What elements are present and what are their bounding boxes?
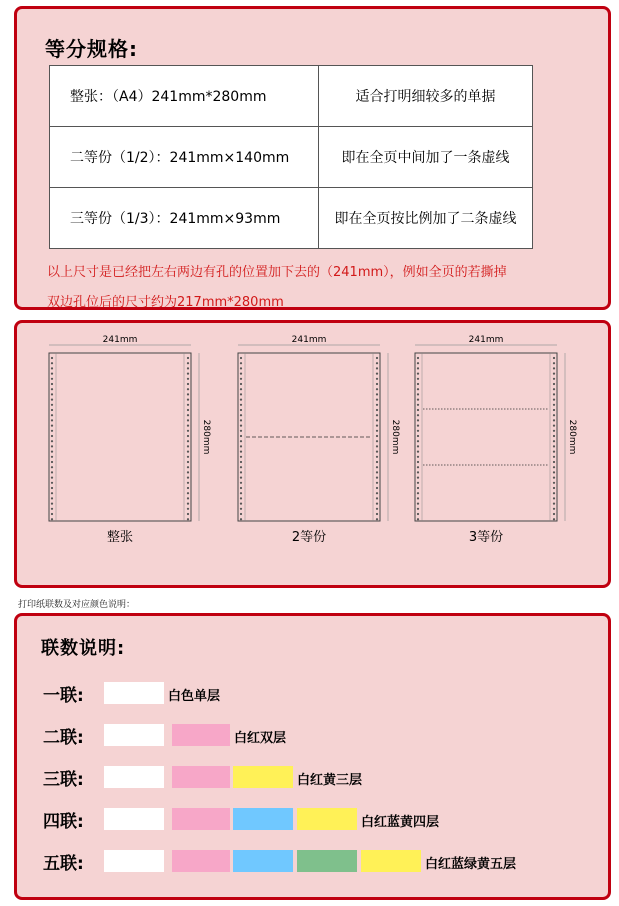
sprocket-hole: [553, 367, 555, 369]
sprocket-hole: [417, 487, 419, 489]
spec-size-cell: 二等份（1/2）：241mm×140mm: [50, 127, 319, 188]
sprocket-hole: [51, 404, 53, 406]
sprocket-hole: [553, 414, 555, 416]
sprocket-hole: [376, 435, 378, 437]
sprocket-hole: [240, 419, 242, 421]
sprocket-hole: [187, 477, 189, 479]
sprocket-hole: [187, 445, 189, 447]
sprocket-hole: [51, 466, 53, 468]
spec-note-line1: 以上尺寸是已经把左右两边有孔的位置加下去的（241mm），例如全页的若撕掉: [47, 265, 507, 280]
sprocket-hole: [240, 430, 242, 432]
sprocket-hole: [187, 471, 189, 473]
sprocket-hole: [417, 378, 419, 380]
sprocket-hole: [417, 466, 419, 468]
sprocket-hole: [417, 445, 419, 447]
sprocket-hole: [417, 425, 419, 427]
sprocket-hole: [417, 373, 419, 375]
sprocket-hole: [51, 471, 53, 473]
sprocket-hole: [553, 461, 555, 463]
sprocket-hole: [376, 513, 378, 515]
height-label: 280mm: [390, 419, 400, 455]
sprocket-hole: [187, 451, 189, 453]
sprocket-hole: [553, 497, 555, 499]
color-swatch-white: [104, 850, 164, 872]
sprocket-hole: [417, 503, 419, 505]
sprocket-hole: [240, 497, 242, 499]
sprocket-hole: [51, 399, 53, 401]
sprocket-hole: [240, 487, 242, 489]
sprocket-hole: [376, 409, 378, 411]
plies-panel: [14, 613, 611, 900]
paper-sheet: [415, 353, 557, 521]
sprocket-hole: [553, 425, 555, 427]
sprocket-hole: [240, 503, 242, 505]
sprocket-hole: [240, 492, 242, 494]
sprocket-hole: [187, 503, 189, 505]
sprocket-hole: [240, 508, 242, 510]
sprocket-hole: [553, 435, 555, 437]
sprocket-hole: [376, 503, 378, 505]
ply-row-label: 四联:: [43, 812, 84, 832]
width-label: 241mm: [102, 335, 138, 345]
sprocket-hole: [187, 409, 189, 411]
sprocket-hole: [51, 503, 53, 505]
sprocket-hole: [417, 388, 419, 390]
color-swatch-red: [172, 850, 230, 872]
sprocket-hole: [187, 357, 189, 359]
sprocket-hole: [51, 419, 53, 421]
sprocket-hole: [51, 508, 53, 510]
sprocket-hole: [376, 456, 378, 458]
sprocket-hole: [376, 399, 378, 401]
sheet-label: 整张: [106, 530, 134, 545]
sprocket-hole: [240, 471, 242, 473]
sprocket-hole: [240, 399, 242, 401]
paper-diagram: [17, 323, 608, 585]
plies-title: 联数说明:: [41, 638, 126, 659]
sprocket-hole: [240, 451, 242, 453]
color-swatch-white: [104, 724, 164, 746]
sprocket-hole: [240, 477, 242, 479]
sprocket-hole: [376, 362, 378, 364]
sprocket-hole: [376, 492, 378, 494]
sprocket-hole: [240, 357, 242, 359]
sprocket-hole: [51, 482, 53, 484]
sprocket-hole: [376, 419, 378, 421]
sprocket-hole: [553, 399, 555, 401]
color-swatch-red: [172, 724, 230, 746]
sprocket-hole: [553, 430, 555, 432]
sprocket-hole: [187, 378, 189, 380]
sprocket-hole: [376, 425, 378, 427]
sprocket-hole: [187, 492, 189, 494]
color-swatch-green: [297, 850, 357, 872]
sprocket-hole: [376, 404, 378, 406]
sprocket-hole: [553, 456, 555, 458]
sprocket-hole: [51, 362, 53, 364]
ply-row-label: 二联:: [43, 728, 84, 748]
sprocket-hole: [51, 497, 53, 499]
sprocket-hole: [187, 466, 189, 468]
sprocket-hole: [51, 435, 53, 437]
sprocket-hole: [240, 435, 242, 437]
sprocket-hole: [51, 430, 53, 432]
sprocket-hole: [187, 367, 189, 369]
height-label: 280mm: [567, 419, 577, 455]
sprocket-hole: [417, 482, 419, 484]
sprocket-hole: [240, 414, 242, 416]
sprocket-hole: [240, 373, 242, 375]
sprocket-hole: [187, 508, 189, 510]
sprocket-hole: [240, 466, 242, 468]
sprocket-hole: [376, 393, 378, 395]
color-swatch-white: [104, 808, 164, 830]
sheet-label: 2等份: [291, 530, 327, 545]
sprocket-hole: [553, 373, 555, 375]
sprocket-hole: [417, 513, 419, 515]
sprocket-hole: [51, 518, 53, 520]
ply-row-desc: 白红蓝黄四层: [361, 815, 440, 830]
sprocket-hole: [51, 451, 53, 453]
sprocket-hole: [376, 508, 378, 510]
sprocket-hole: [240, 425, 242, 427]
sprocket-hole: [417, 471, 419, 473]
spec-desc-cell: 即在全页按比例加了二条虚线: [319, 188, 533, 249]
sprocket-hole: [553, 518, 555, 520]
color-swatch-red: [172, 766, 230, 788]
height-label: 280mm: [201, 419, 211, 455]
sprocket-hole: [51, 456, 53, 458]
sprocket-hole: [553, 357, 555, 359]
sprocket-hole: [51, 357, 53, 359]
ply-row-desc: 白红黄三层: [297, 773, 363, 788]
ply-row-desc: 白红蓝绿黄五层: [425, 857, 517, 872]
sprocket-hole: [553, 388, 555, 390]
sprocket-hole: [376, 497, 378, 499]
sprocket-hole: [51, 425, 53, 427]
sprocket-hole: [553, 513, 555, 515]
sprocket-hole: [553, 445, 555, 447]
sprocket-hole: [553, 409, 555, 411]
sprocket-hole: [376, 367, 378, 369]
sprocket-hole: [240, 383, 242, 385]
sprocket-hole: [187, 399, 189, 401]
width-label: 241mm: [468, 335, 504, 345]
sprocket-hole: [417, 497, 419, 499]
sprocket-hole: [376, 487, 378, 489]
sprocket-hole: [417, 430, 419, 432]
sprocket-hole: [553, 404, 555, 406]
sheet-label: 3等份: [468, 530, 504, 545]
sprocket-hole: [187, 393, 189, 395]
table-row: [50, 188, 533, 249]
sprocket-hole: [417, 414, 419, 416]
spec-size-cell: 三等份（1/3）：241mm×93mm: [50, 188, 319, 249]
spec-title: 等分规格:: [45, 37, 138, 61]
sprocket-hole: [187, 362, 189, 364]
sprocket-hole: [51, 461, 53, 463]
width-label: 241mm: [291, 335, 327, 345]
sprocket-hole: [240, 445, 242, 447]
sprocket-hole: [376, 388, 378, 390]
sprocket-hole: [51, 487, 53, 489]
sprocket-hole: [187, 482, 189, 484]
sprocket-hole: [51, 445, 53, 447]
sprocket-hole: [51, 378, 53, 380]
sprocket-hole: [187, 430, 189, 432]
color-swatch-white: [104, 766, 164, 788]
sprocket-hole: [376, 445, 378, 447]
sprocket-hole: [187, 425, 189, 427]
sprocket-hole: [240, 362, 242, 364]
sprocket-hole: [187, 388, 189, 390]
color-swatch-yellow: [361, 850, 421, 872]
sprocket-hole: [51, 373, 53, 375]
sprocket-hole: [240, 440, 242, 442]
ply-row-label: 五联:: [43, 854, 84, 874]
sprocket-hole: [187, 440, 189, 442]
sprocket-hole: [51, 477, 53, 479]
color-swatch-blue: [233, 850, 293, 872]
sprocket-hole: [240, 404, 242, 406]
sprocket-hole: [417, 393, 419, 395]
sprocket-hole: [417, 419, 419, 421]
sprocket-hole: [240, 461, 242, 463]
sprocket-hole: [187, 435, 189, 437]
sprocket-hole: [553, 471, 555, 473]
sprocket-hole: [187, 456, 189, 458]
sprocket-hole: [417, 362, 419, 364]
sprocket-hole: [51, 492, 53, 494]
sprocket-hole: [417, 451, 419, 453]
sprocket-hole: [376, 477, 378, 479]
sprocket-hole: [417, 357, 419, 359]
spec-desc-cell: 即在全页中间加了一条虚线: [319, 127, 533, 188]
paper-sheet: [49, 353, 191, 521]
sprocket-hole: [376, 383, 378, 385]
sprocket-hole: [187, 513, 189, 515]
sprocket-hole: [417, 435, 419, 437]
sprocket-hole: [376, 461, 378, 463]
sprocket-hole: [187, 461, 189, 463]
color-swatch-white: [104, 682, 164, 704]
sprocket-hole: [553, 477, 555, 479]
sprocket-hole: [51, 383, 53, 385]
sprocket-hole: [376, 373, 378, 375]
sprocket-hole: [417, 440, 419, 442]
sprocket-hole: [376, 451, 378, 453]
sprocket-hole: [553, 487, 555, 489]
spec-table: [49, 65, 533, 249]
sprocket-hole: [376, 430, 378, 432]
sprocket-hole: [240, 518, 242, 520]
sprocket-hole: [376, 414, 378, 416]
color-swatch-blue: [233, 808, 293, 830]
sprocket-hole: [187, 373, 189, 375]
sprocket-hole: [376, 378, 378, 380]
sprocket-hole: [553, 508, 555, 510]
ply-row-label: 一联:: [43, 686, 84, 706]
sprocket-hole: [417, 508, 419, 510]
sprocket-hole: [417, 477, 419, 479]
color-swatch-yellow: [297, 808, 357, 830]
sprocket-hole: [51, 440, 53, 442]
sprocket-hole: [240, 367, 242, 369]
sprocket-hole: [240, 456, 242, 458]
sprocket-hole: [417, 456, 419, 458]
sprocket-hole: [553, 440, 555, 442]
sprocket-hole: [376, 357, 378, 359]
spec-size-cell: 整张：（A4）241mm*280mm: [50, 66, 319, 127]
sprocket-hole: [51, 414, 53, 416]
sprocket-hole: [51, 388, 53, 390]
plies-caption: 打印纸联数及对应颜色说明：: [18, 600, 136, 610]
sprocket-hole: [417, 409, 419, 411]
sprocket-hole: [376, 482, 378, 484]
sprocket-hole: [240, 409, 242, 411]
ply-row-desc: 白色单层: [168, 689, 221, 704]
sprocket-hole: [417, 367, 419, 369]
sprocket-hole: [553, 419, 555, 421]
sprocket-hole: [187, 383, 189, 385]
sprocket-hole: [553, 383, 555, 385]
sprocket-hole: [376, 440, 378, 442]
sprocket-hole: [51, 513, 53, 515]
sprocket-hole: [376, 518, 378, 520]
sprocket-hole: [553, 492, 555, 494]
sprocket-hole: [417, 518, 419, 520]
sprocket-hole: [553, 451, 555, 453]
sprocket-hole: [187, 414, 189, 416]
sprocket-hole: [187, 518, 189, 520]
spec-note-line2: 双边孔位后的尺寸约为217mm*280mm: [47, 295, 284, 310]
spec-panel: [14, 6, 611, 310]
sprocket-hole: [417, 492, 419, 494]
sprocket-hole: [240, 482, 242, 484]
sprocket-hole: [553, 362, 555, 364]
sprocket-hole: [417, 383, 419, 385]
sprocket-hole: [376, 466, 378, 468]
sprocket-hole: [51, 393, 53, 395]
sprocket-hole: [417, 404, 419, 406]
sprocket-hole: [240, 513, 242, 515]
ply-row-desc: 白红双层: [234, 731, 287, 746]
table-row: [50, 66, 533, 127]
sprocket-hole: [553, 378, 555, 380]
sprocket-hole: [376, 471, 378, 473]
sprocket-hole: [187, 404, 189, 406]
diagram-panel: [14, 320, 611, 588]
sprocket-hole: [553, 482, 555, 484]
spec-desc-cell: 适合打明细较多的单据: [319, 66, 533, 127]
sprocket-hole: [417, 461, 419, 463]
table-row: [50, 127, 533, 188]
sprocket-hole: [51, 367, 53, 369]
sprocket-hole: [240, 378, 242, 380]
sprocket-hole: [553, 503, 555, 505]
sprocket-hole: [240, 388, 242, 390]
sprocket-hole: [187, 419, 189, 421]
sprocket-hole: [553, 466, 555, 468]
color-swatch-yellow: [233, 766, 293, 788]
sprocket-hole: [51, 409, 53, 411]
ply-row-label: 三联:: [43, 770, 84, 790]
sprocket-hole: [187, 487, 189, 489]
sprocket-hole: [187, 497, 189, 499]
sprocket-hole: [417, 399, 419, 401]
sprocket-hole: [553, 393, 555, 395]
sprocket-hole: [240, 393, 242, 395]
color-swatch-red: [172, 808, 230, 830]
